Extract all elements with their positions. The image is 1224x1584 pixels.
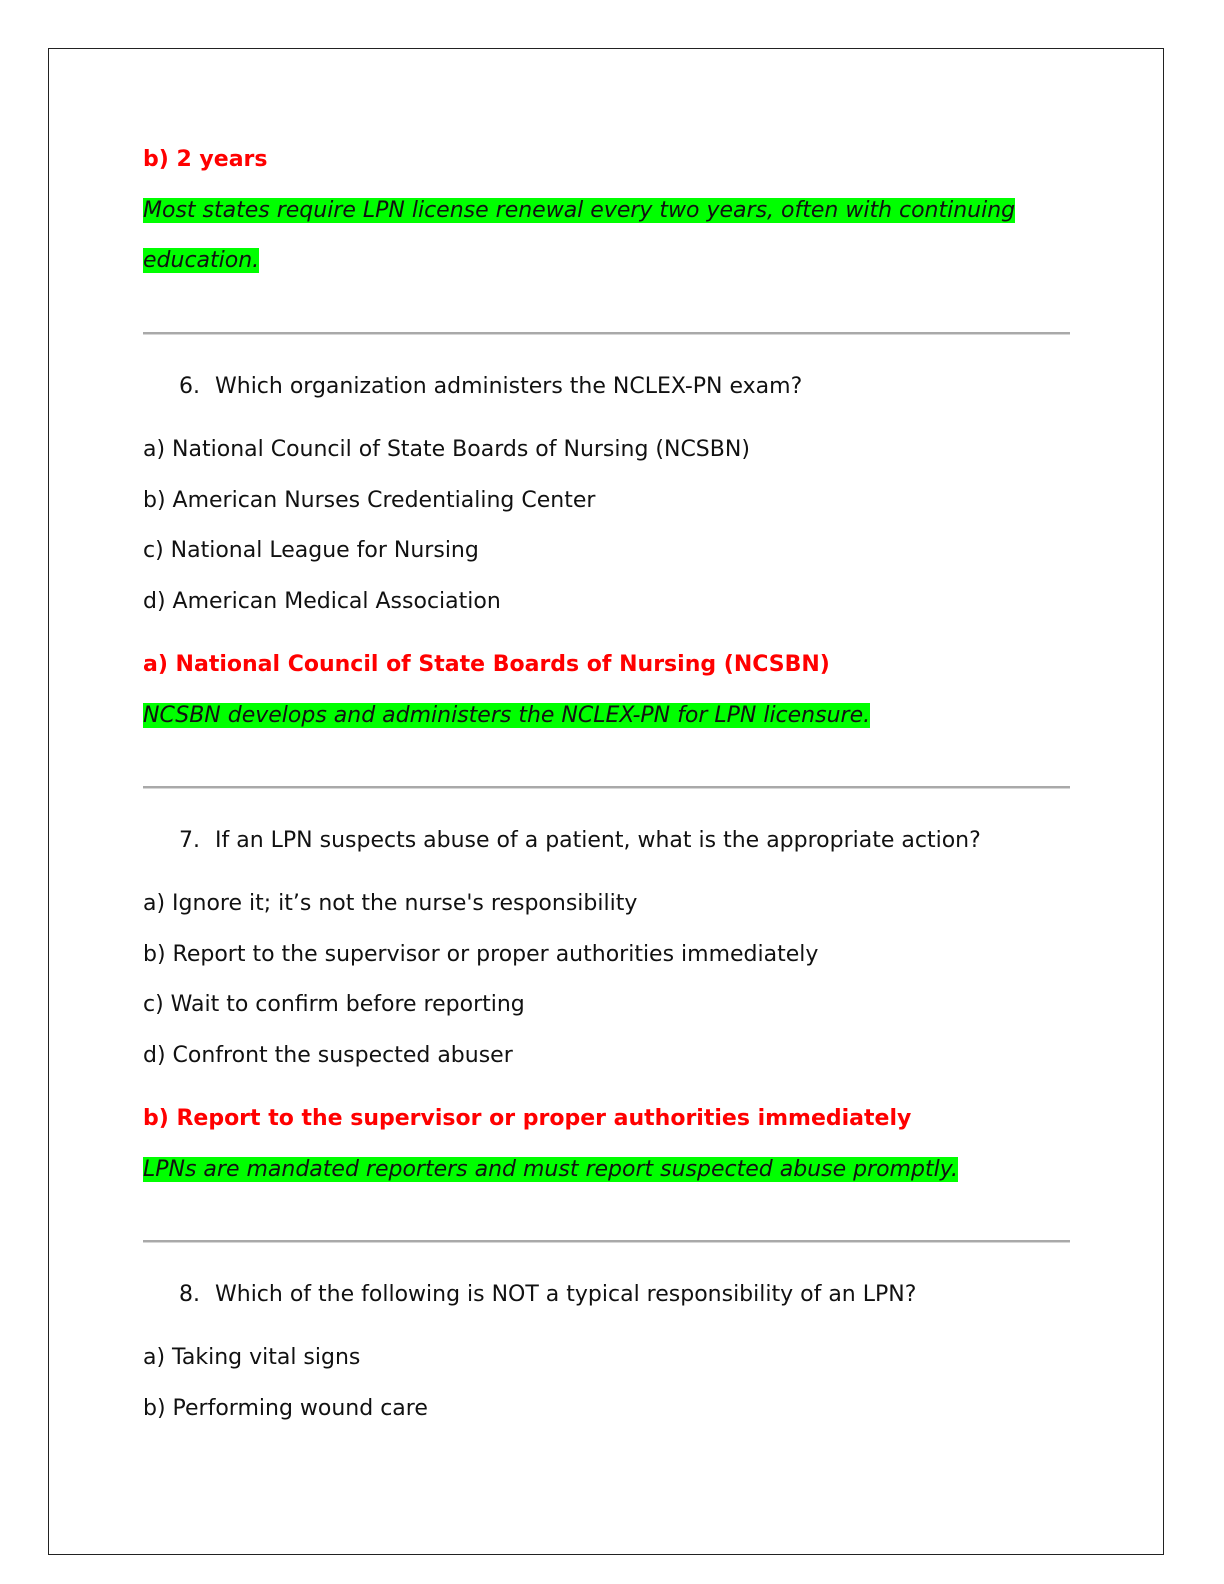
correct-answer-q5: b) 2 years (143, 147, 268, 172)
option-b: b) Report to the supervisor or proper authorities immediately (143, 942, 819, 967)
question-number: 8. (179, 1282, 200, 1307)
section-divider (143, 1240, 1070, 1242)
option-a: a) National Council of State Boards of Nursing (NCSBN) (143, 437, 750, 462)
question-text: If an LPN suspects abuse of a patient, what is the appropriate action? (215, 828, 981, 853)
option-d: d) Confront the suspected abuser (143, 1043, 513, 1068)
option-b: b) Performing wound care (143, 1396, 428, 1421)
option-c: c) National League for Nursing (143, 538, 479, 563)
correct-answer-q7: b) Report to the supervisor or proper authorities immediately (143, 1106, 912, 1131)
option-c: c) Wait to confirm before reporting (143, 992, 525, 1017)
section-divider (143, 332, 1070, 334)
question-number: 6. (179, 374, 200, 399)
explanation-highlight: Most states require LPN license renewal every two years, often with continuing (143, 198, 1016, 223)
explanation-highlight: NCSBN develops and administers the NCLEX-PN for LPN licensure. (143, 703, 871, 728)
section-divider (143, 786, 1070, 788)
correct-answer-q6: a) National Council of State Boards of Nursing (NCSBN) (143, 652, 830, 677)
explanation-highlight: education. (143, 248, 260, 273)
question-6 (179, 373, 802, 401)
question-8 (179, 1281, 916, 1309)
option-a: a) Taking vital signs (143, 1345, 361, 1370)
question-7 (179, 827, 981, 855)
explanation-q5-line2 (143, 247, 259, 275)
option-a: a) Ignore it; it’s not the nurse's responsibility (143, 891, 638, 916)
explanation-q6 (143, 702, 870, 730)
explanation-q7 (143, 1156, 958, 1184)
question-text: Which organization administers the NCLEX-PN exam? (215, 374, 803, 399)
question-number: 7. (179, 828, 200, 853)
explanation-highlight: LPNs are mandated reporters and must report suspected abuse promptly. (143, 1157, 958, 1182)
option-b: b) American Nurses Credentialing Center (143, 488, 596, 513)
option-d: d) American Medical Association (143, 589, 501, 614)
explanation-q5-line1 (143, 197, 1015, 225)
question-text: Which of the following is NOT a typical responsibility of an LPN? (215, 1282, 917, 1307)
